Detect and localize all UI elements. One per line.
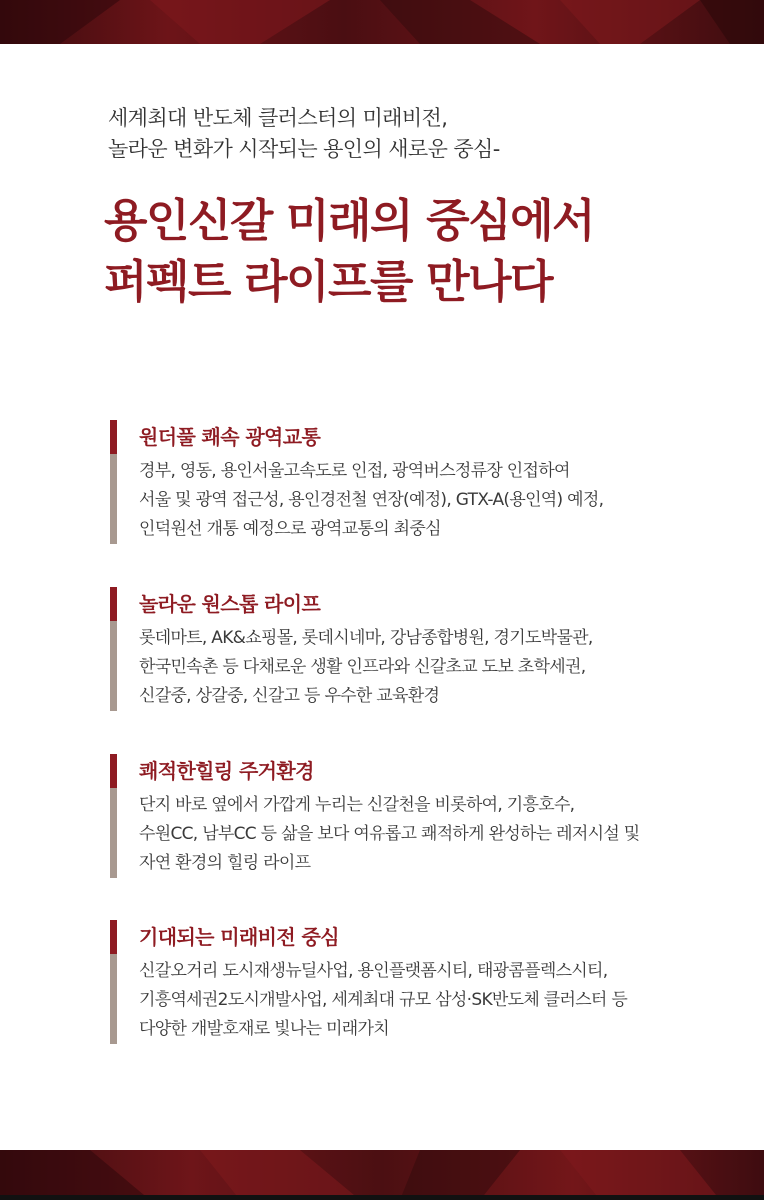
bottom-edge-line [0,1195,764,1200]
feature-section-transport [110,420,603,544]
section-body-line: 자연 환경의 힐링 라이프 [139,853,311,873]
bottom-band-pattern [0,1150,764,1200]
headline-line-2: 퍼펙트 라이프를 만나다 [104,255,553,308]
section-body-line: 신갈중, 상갈중, 신갈고 등 우수한 교육환경 [139,686,440,706]
section-body [139,788,640,878]
section-body-line: 다양한 개발호재로 빛나는 미래가치 [139,1019,389,1039]
section-accent-bar [110,420,117,544]
intro-line-1: 세계최대 반도체 클러스터의 미래비전, [108,106,448,130]
section-body [139,621,593,711]
page-headline [104,190,744,312]
top-band-pattern [0,0,764,44]
section-accent-bar [110,587,117,711]
section-title: 쾌적한힐링 주거환경 [139,759,314,783]
top-decorative-band [0,0,764,44]
section-body-line: 신갈오거리 도시재생뉴딜사업, 용인플랫폼시티, 태광콤플렉스시티, [139,961,608,981]
section-body-line: 롯데마트, AK&쇼핑몰, 롯데시네마, 강남종합병원, 경기도박물관, [139,628,593,648]
feature-section-future-vision [110,920,627,1044]
headline-line-1: 용인신갈 미래의 중심에서 [104,194,595,247]
section-body [139,954,627,1044]
section-accent-bar [110,920,117,1044]
section-body-line: 한국민속촌 등 다채로운 생활 인프라와 신갈초교 도보 초학세권, [139,657,586,677]
section-body-line: 수원CC, 남부CC 등 삶을 보다 여유롭고 쾌적하게 완성하는 레저시설 및 [139,824,640,844]
feature-section-onestop-life [110,587,593,711]
feature-section-healing-environment [110,754,640,878]
intro-line-2: 놀라운 변화가 시작되는 용인의 새로운 중심- [108,137,500,161]
intro-text [108,103,728,165]
section-title: 놀라운 원스톱 라이프 [139,592,321,616]
section-body-line: 인덕원선 개통 예정으로 광역교통의 최중심 [139,519,441,539]
section-body-line: 기흥역세권2도시개발사업, 세계최대 규모 삼성·SK반도체 클러스터 등 [139,990,628,1010]
section-body-line: 단지 바로 옆에서 가깝게 누리는 신갈천을 비롯하여, 기흥호수, [139,795,575,815]
bottom-decorative-band [0,1150,764,1200]
section-accent-bar [110,754,117,878]
section-title: 기대되는 미래비전 중심 [139,925,339,949]
section-title: 원더풀 쾌속 광역교통 [139,425,321,449]
section-body-line: 경부, 영동, 용인서울고속도로 인접, 광역버스정류장 인접하여 [139,461,570,481]
section-body [139,454,603,544]
section-body-line: 서울 및 광역 접근성, 용인경전철 연장(예정), GTX-A(용인역) 예정, [139,490,604,510]
